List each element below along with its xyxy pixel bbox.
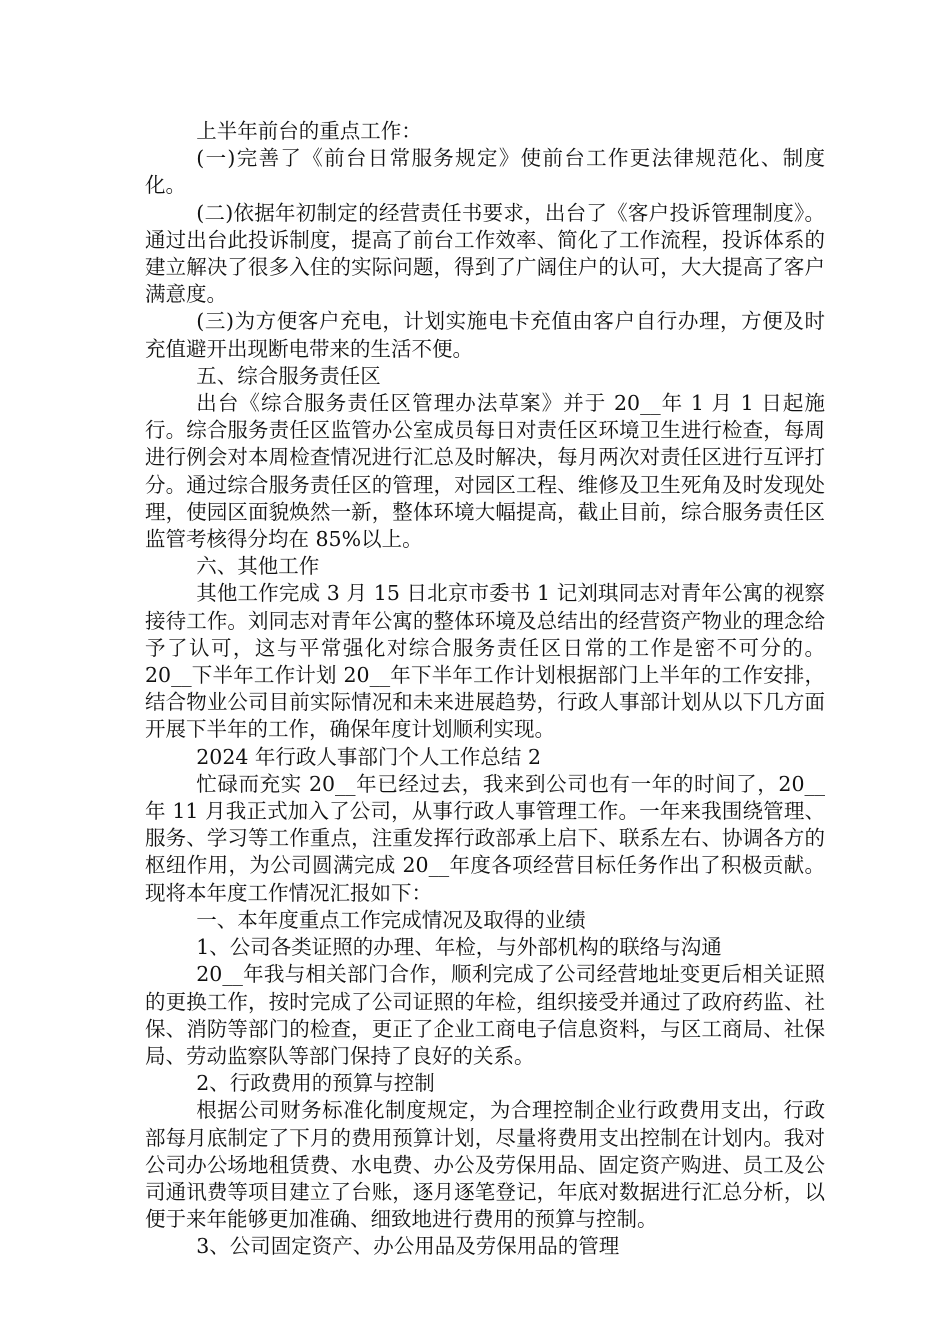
paragraph-item-2: (二)依据年初制定的经营责任书要求，出台了《客户投诉管理制度》。通过出台此投诉制度，提高了前台工作效率、简化了工作流程，投诉体系的建立解决了很多入住的实际问题，得到了广阔住户的认可，大大提高了客户满意度。 [145,200,825,307]
paragraph-licenses: 20__年我与相关部门合作，顺利完成了公司经营地址变更后相关证照的更换工作，按时完成了公司证照的年检，组织接受并通过了政府药监、社保、消防等部门的检查，更正了企业工商电子信息资料，与区工商局、社保局、劳动监察队等部门保持了良好的关系。 [145,962,825,1068]
paragraph-other-work: 其他工作完成 3 月 15 日北京市委书 1 记刘琪同志对青年公寓的视察接待工作。刘同志对青年公寓的整体环境及总结出的经营资产物业的理念给予了认可，这与平常强化对综合服务责任区日常的工作是密不可分的。20__下半年工作计划 20__年下半年工作计划根据部门上半年的工作安排，结合物业公司目前实际情况和未来进展趋势，行政人事部计划从以下几方面开展下半年的工作，确保年度计划顺利实现。 [145,581,825,742]
section-heading-key-work: 一、本年度重点工作完成情况及取得的业绩 [196,907,586,932]
document-subtitle: 2024 年行政人事部门个人工作总结 2 [196,744,541,769]
paragraph-service-zone: 出台《综合服务责任区管理办法草案》并于 20__年 1 月 1 日起施行。综合服务责任区监管办公室成员每日对责任区环境卫生进行检查，每周进行例会对本周检查情况进行汇总及时解决，每月两次对责任区进行互评打分。通过综合服务责任区的管理，对园区工程、维修及卫生死角及时发现处理，使园区面貌焕然一新，整体环境大幅提高，截止目前，综合服务责任区监管考核得分均在 85%以上。 [145,391,825,552]
subheading-budget: 2、行政费用的预算与控制 [196,1071,435,1096]
paragraph-front-desk-heading: 上半年前台的重点工作： [196,119,422,143]
paragraph-item-3: (三)为方便客户充电，计划实施电卡充值由客户自行办理，方便及时充值避开出现断电带来的生活不便。 [145,309,825,361]
paragraph-intro: 忙碌而充实 20__年已经过去，我来到公司也有一年的时间了，20__年 11 月我正式加入了公司，从事行政人事管理工作。一年来我围绕管理、服务、学习等工作重点，注重发挥行政部承上启下、联系左右、协调各方的枢纽作用，为公司圆满完成 20__年度各项经营目标任务作出了积极贡献。现将本年度工作情况汇报如下： [145,771,825,905]
subheading-licenses: 1、公司各类证照的办理、年检，与外部机构的联络与沟通 [196,935,722,960]
paragraph-budget: 根据公司财务标准化制度规定，为合理控制企业行政费用支出，行政部每月底制定了下月的费用预算计划，尽量将费用支出控制在计划内。我对公司办公场地租赁费、水电费、办公及劳保用品、固定资产购进、员工及公司通讯费等项目建立了台账，逐月逐笔登记，年底对数据进行汇总分析，以便于来年能够更加准确、细致地进行费用的预算与控制。 [145,1098,825,1232]
subheading-assets: 3、公司固定资产、办公用品及劳保用品的管理 [196,1234,620,1259]
document-body [145,118,825,1261]
paragraph-item-1: (一)完善了《前台日常服务规定》使前台工作更法律规范化、制度化。 [145,146,825,198]
section-heading-other-work: 六、其他工作 [196,554,320,579]
section-heading-service-zone: 五、综合服务责任区 [196,363,381,388]
